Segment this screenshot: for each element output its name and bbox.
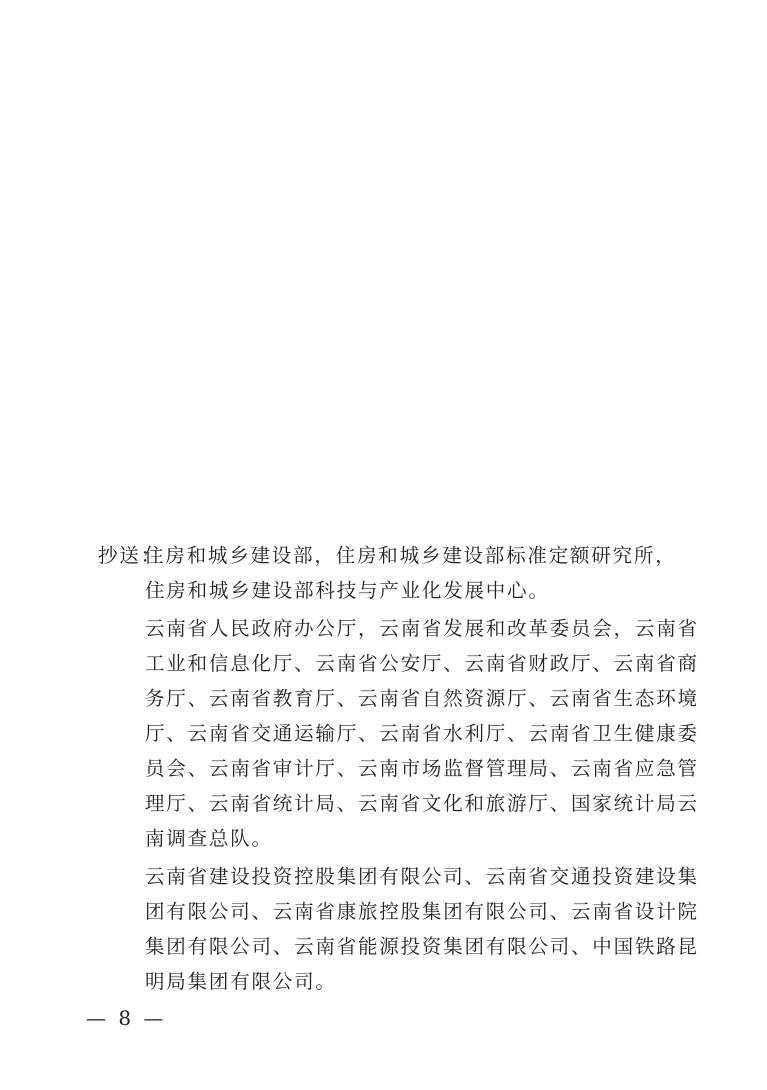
cc-line: 明局集团有限公司。 — [145, 970, 337, 993]
cc-line: 南调查总队。 — [145, 827, 273, 850]
page-number: — 8 — — [86, 1006, 167, 1030]
cc-line: 员会、云南省审计厅、云南市场监督管理局、云南省应急管 — [145, 757, 699, 780]
cc-line: 务厅、云南省教育厅、云南省自然资源厅、云南省生态环境 — [145, 687, 699, 710]
cc-line: 理厅、云南省统计局、云南省文化和旅游厅、国家统计局云 — [145, 792, 699, 815]
cc-recipient-text: 住房和城乡建设部，住房和城乡建设部标准定额研究所， — [144, 544, 677, 567]
cc-line: 工业和信息化厅、云南省公安厅、云南省财政厅、云南省商 — [145, 652, 699, 675]
cc-label: 抄送： — [98, 544, 162, 567]
cc-line — [98, 538, 678, 573]
cc-line: 云南省人民政府办公厅，云南省发展和改革委员会，云南省 — [145, 617, 699, 640]
cc-distribution-list — [98, 538, 699, 999]
cc-line: 集团有限公司、云南省能源投资集团有限公司、中国铁路昆 — [145, 935, 699, 958]
cc-line: 住房和城乡建设部科技与产业化发展中心。 — [145, 579, 550, 602]
cc-line: 团有限公司、云南省康旅控股集团有限公司、云南省设计院 — [145, 900, 699, 923]
cc-line: 厅、云南省交通运输厅、云南省水利厅、云南省卫生健康委 — [145, 722, 699, 745]
cc-line: 云南省建设投资控股集团有限公司、云南省交通投资建设集 — [145, 865, 699, 888]
